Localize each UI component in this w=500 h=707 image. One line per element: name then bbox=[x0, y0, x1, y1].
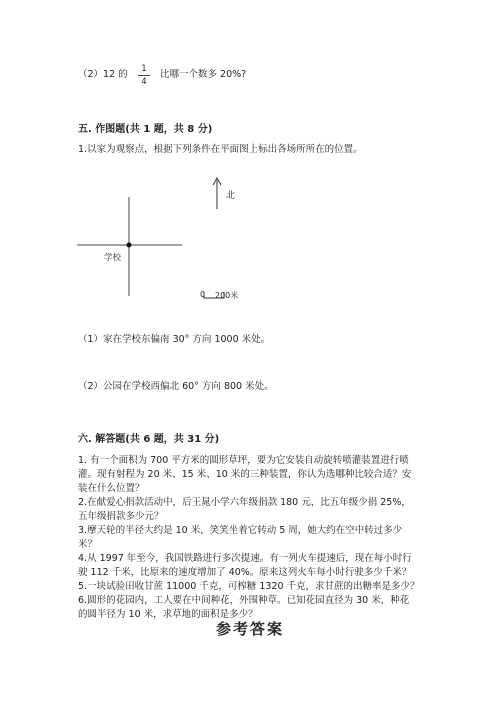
section5-question: 1.以家为观察点，根据下列条件在平面图上标出各场所所在的位置。 bbox=[78, 144, 363, 155]
s6-line-1: 1. 有一个面积为 700 平方米的圆形草坪，要为它安装自动旋转喷灌装置进行喷 bbox=[78, 455, 409, 466]
s6-line-4: 2.在献爱心捐款活动中，后王晁小学六年级捐款 180 元，比五年级少捐 25%， bbox=[78, 497, 411, 508]
fraction-denominator: 4 bbox=[141, 77, 147, 87]
scale-zero: 0 bbox=[200, 290, 206, 299]
fraction-numerator: 1 bbox=[141, 64, 147, 74]
north-label: 北 bbox=[226, 191, 236, 201]
condition-2: （2）公园在学校西偏北 60° 方向 800 米处。 bbox=[78, 381, 274, 392]
s6-line-12: 的圆半径为 10 米，求草地的面积是多少？ bbox=[78, 609, 258, 620]
q2-suffix: 比哪一个数多 20%? bbox=[160, 69, 247, 80]
s6-line-8: 4.从 1997 年至今，我国铁路进行多次提速。有一列火车提速后，现在每小时行 bbox=[78, 553, 412, 564]
school-dot bbox=[127, 243, 132, 248]
scale-label: 200米 bbox=[215, 291, 239, 300]
condition-1: （1）家在学校东偏南 30° 方向 1000 米处。 bbox=[78, 334, 271, 345]
school-label: 学校 bbox=[104, 253, 122, 263]
q2-prefix: （2）12 的 bbox=[78, 69, 128, 80]
s6-line-3: 装在什么位置？ bbox=[78, 483, 145, 494]
answer-title: 参考答案 bbox=[215, 620, 284, 638]
s6-line-11: 6.圆形的花园内，工人要在中间种花，外围种草。已知花园直径为 30 米，种花 bbox=[78, 595, 410, 606]
s6-line-7: 米？ bbox=[78, 539, 98, 550]
section5-title: 五. 作图题(共 1 题，共 8 分) bbox=[78, 124, 213, 135]
s6-line-5: 五年级捐款多少元？ bbox=[78, 511, 164, 522]
s6-line-10: 5.一块试验田收甘蔗 11000 千克，可榨糖 1320 千克，求甘蔗的出糖率是多少？ bbox=[78, 581, 420, 592]
s6-line-2: 灌。现有射程为 20 米、15 米、10 米的三种装置，你认为选哪种比较合适？安 bbox=[78, 469, 412, 480]
s6-line-6: 3.摩天轮的半径大约是 10 米，笑笑坐着它转动 5 周，她大约在空中转过多少 bbox=[78, 525, 403, 536]
section6-title: 六. 解答题(共 6 题，共 31 分) bbox=[78, 434, 220, 445]
s6-line-9: 驶 112 千米，比原来的速度增加了 40%。原来这列火车每小时行驶多少千米？ bbox=[78, 567, 412, 578]
